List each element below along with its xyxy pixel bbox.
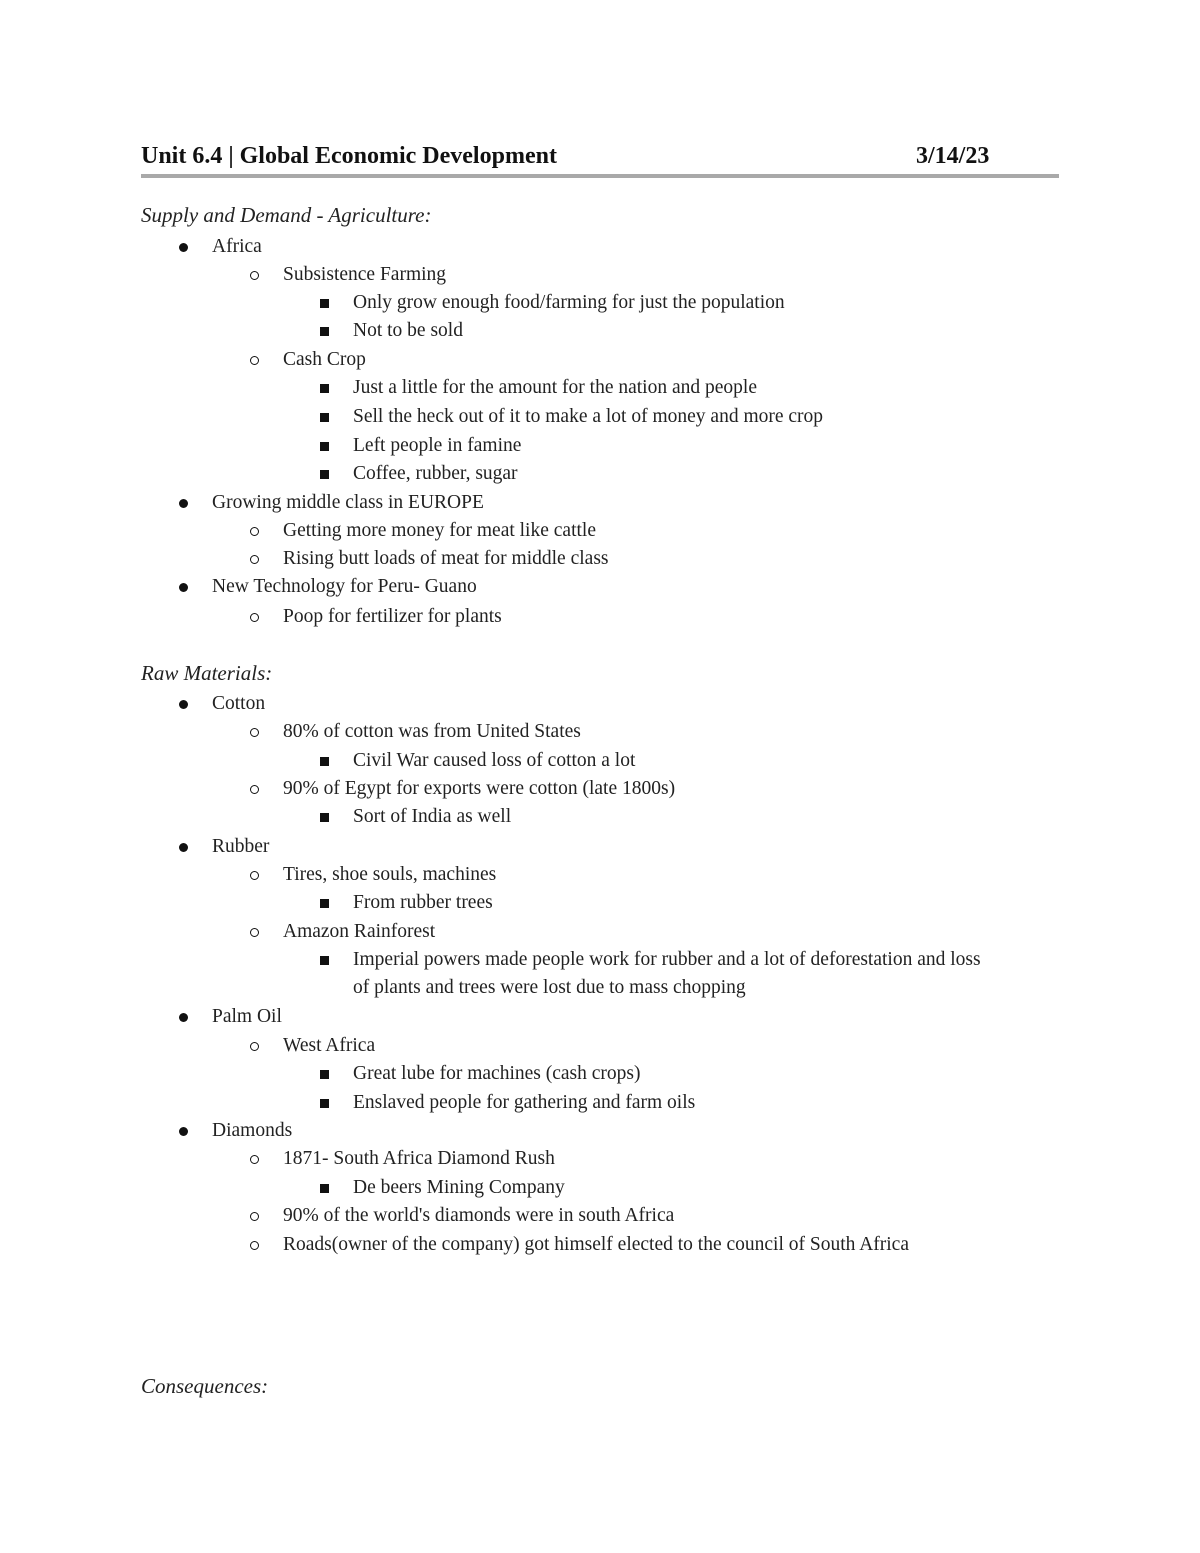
list-item-africa: Africa	[212, 236, 262, 257]
list-item: 80% of cotton was from United States	[283, 721, 581, 742]
list-item: Poop for fertilizer for plants	[283, 606, 502, 627]
list-item: From rubber trees	[353, 892, 493, 913]
bullet-square-icon	[318, 946, 330, 974]
list-item: Rising butt loads of meat for middle class	[283, 548, 609, 569]
bullet-disc-icon	[177, 1003, 189, 1031]
list-item: Tires, shoe souls, machines	[283, 864, 497, 885]
bullet-square-icon	[318, 1174, 330, 1202]
bullet-square-icon	[318, 889, 330, 917]
section-heading-consequences: Consequences:	[141, 1374, 269, 1398]
list-item: Left people in famine	[353, 435, 522, 456]
header-divider	[141, 174, 1059, 178]
bullet-circle-icon	[248, 775, 260, 803]
section-heading-supply: Supply and Demand - Agriculture:	[141, 203, 432, 227]
list-item-palm-oil: Palm Oil	[212, 1006, 282, 1027]
list-item: Roads(owner of the company) got himself elected to the council of South Africa	[283, 1234, 909, 1255]
list-item: Enslaved people for gathering and farm oils	[353, 1092, 696, 1113]
bullet-circle-icon	[248, 346, 260, 374]
list-item-diamonds: Diamonds	[212, 1120, 293, 1141]
bullet-square-icon	[318, 460, 330, 488]
list-item-peru: New Technology for Peru- Guano	[212, 576, 477, 597]
bullet-circle-icon	[248, 517, 260, 545]
list-item: 90% of the world's diamonds were in south Africa	[283, 1205, 675, 1226]
bullet-circle-icon	[248, 1145, 260, 1173]
document-header	[141, 141, 1059, 177]
list-item: 1871- South Africa Diamond Rush	[283, 1148, 555, 1169]
list-item: Great lube for machines (cash crops)	[353, 1063, 641, 1084]
bullet-disc-icon	[177, 233, 189, 261]
bullet-disc-icon	[177, 1117, 189, 1145]
list-item-cash-crop: Cash Crop	[283, 349, 366, 370]
bullet-disc-icon	[177, 573, 189, 601]
bullet-disc-icon	[177, 690, 189, 718]
document-date: 3/14/23	[916, 143, 990, 169]
list-item: Just a little for the amount for the nation and people	[353, 377, 757, 398]
section-heading-raw-materials: Raw Materials:	[141, 661, 273, 685]
bullet-circle-icon	[248, 861, 260, 889]
bullet-circle-icon	[248, 918, 260, 946]
list-item: West Africa	[283, 1035, 376, 1056]
list-item-subsistence: Subsistence Farming	[283, 264, 447, 285]
bullet-square-icon	[318, 747, 330, 775]
bullet-square-icon	[318, 432, 330, 460]
bullet-circle-icon	[248, 603, 260, 631]
list-item: 90% of Egypt for exports were cotton (late 1800s)	[283, 778, 676, 799]
list-item: De beers Mining Company	[353, 1177, 565, 1198]
bullet-circle-icon	[248, 545, 260, 573]
bullet-circle-icon	[248, 1231, 260, 1259]
list-item: Only grow enough food/farming for just the population	[353, 292, 785, 313]
list-item: Getting more money for meat like cattle	[283, 520, 596, 541]
list-item-rubber: Rubber	[212, 836, 270, 857]
bullet-disc-icon	[177, 489, 189, 517]
document-title: Unit 6.4 | Global Economic Development	[141, 143, 557, 169]
bullet-square-icon	[318, 374, 330, 402]
bullet-circle-icon	[248, 261, 260, 289]
bullet-square-icon	[318, 803, 330, 831]
bullet-circle-icon	[248, 1202, 260, 1230]
list-item: Amazon Rainforest	[283, 921, 436, 942]
bullet-disc-icon	[177, 833, 189, 861]
list-item: Imperial powers made people work for rubber and a lot of deforestation and loss	[353, 949, 981, 970]
bullet-square-icon	[318, 289, 330, 317]
bullet-square-icon	[318, 1089, 330, 1117]
bullet-square-icon	[318, 1060, 330, 1088]
list-item-europe: Growing middle class in EUROPE	[212, 492, 484, 513]
bullet-square-icon	[318, 317, 330, 345]
list-item: Sell the heck out of it to make a lot of money and more crop	[353, 406, 824, 427]
list-item: Coffee, rubber, sugar	[353, 463, 518, 484]
bullet-square-icon	[318, 403, 330, 431]
list-item-cotton: Cotton	[212, 693, 266, 714]
list-item: Not to be sold	[353, 320, 463, 341]
bullet-circle-icon	[248, 718, 260, 746]
list-item: Sort of India as well	[353, 806, 512, 827]
list-item: Civil War caused loss of cotton a lot	[353, 750, 636, 771]
list-item-continuation: of plants and trees were lost due to mass chopping	[353, 977, 746, 998]
bullet-circle-icon	[248, 1032, 260, 1060]
